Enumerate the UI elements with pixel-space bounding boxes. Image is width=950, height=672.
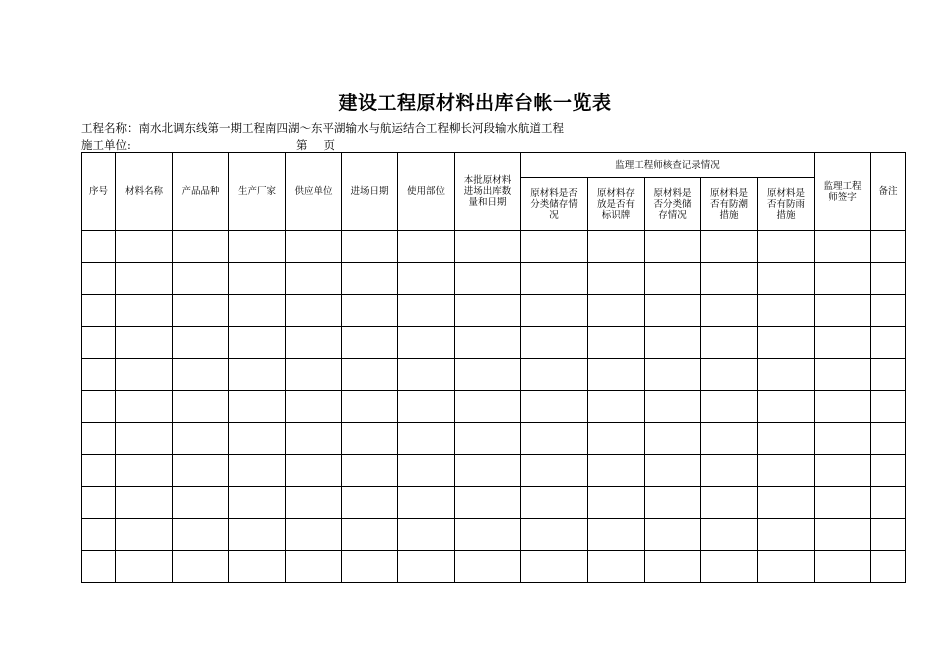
page-label-ye: 页 [323,138,335,152]
col-header-check-classified-storage [521,178,588,231]
table-cell [455,359,521,391]
page-label-di: 第 [296,138,308,152]
table-cell [342,455,398,487]
table-cell [286,423,342,455]
table-cell [455,551,521,583]
table-cell [871,263,906,295]
table-cell [173,263,229,295]
project-name-line: 工程名称：南水北调东线第一期工程南四湖～东平湖输水与航运结合工程柳长河段输水航道工程 [81,121,564,135]
table-cell [173,231,229,263]
col-header-seq: 序号 [82,153,116,231]
table-cell [173,327,229,359]
table-cell [398,391,455,423]
table-cell [758,263,815,295]
table-cell [701,327,758,359]
table-cell [116,487,173,519]
col-header-check-moisture-proof-text: 原材料是否有防潮措施 [709,187,748,221]
table-cell [871,359,906,391]
table-cell [588,391,645,423]
table-cell [521,295,588,327]
table-cell [645,391,701,423]
table-cell [588,263,645,295]
table-cell [173,455,229,487]
table-cell [645,359,701,391]
table-cell [645,295,701,327]
col-header-check-classified-storage-text: 原材料是否分类储存情况 [530,187,578,221]
table-cell [521,551,588,583]
table-header-row-1 [82,153,906,178]
table-cell [871,455,906,487]
table-cell [701,551,758,583]
table-cell [758,455,815,487]
table-cell [398,487,455,519]
table-cell [455,423,521,455]
table-cell [286,263,342,295]
table-cell [116,327,173,359]
table-cell [398,423,455,455]
table-cell [758,327,815,359]
table-row [82,519,906,551]
table-cell [521,423,588,455]
table-cell [173,519,229,551]
table-cell [588,359,645,391]
table-cell [701,359,758,391]
col-header-supervisor-signature [815,153,871,231]
table-cell [116,231,173,263]
table-cell [286,231,342,263]
col-header-entry-date: 进场日期 [342,153,398,231]
material-ledger-table [81,152,906,583]
table-cell [871,327,906,359]
table-cell [342,263,398,295]
table-cell [342,423,398,455]
table-cell [815,487,871,519]
table-cell [455,519,521,551]
table-cell [455,231,521,263]
table-cell [398,327,455,359]
table-cell [701,423,758,455]
table-cell [645,551,701,583]
table-cell [588,295,645,327]
table-cell [82,423,116,455]
table-row [82,487,906,519]
col-header-manufacturer: 生产厂家 [229,153,286,231]
table-row [82,551,906,583]
table-cell [82,455,116,487]
table-cell [173,487,229,519]
table-cell [645,519,701,551]
table-cell [455,391,521,423]
table-cell [116,263,173,295]
table-cell [342,519,398,551]
table-cell [871,295,906,327]
table-cell [758,295,815,327]
table-cell [701,231,758,263]
table-row [82,231,906,263]
table-cell [286,551,342,583]
table-cell [286,487,342,519]
table-cell [82,327,116,359]
table-cell [815,423,871,455]
table-cell [588,487,645,519]
table-cell [116,391,173,423]
table-cell [645,327,701,359]
table-cell [229,455,286,487]
table-cell [229,359,286,391]
table-cell [82,359,116,391]
table-cell [758,551,815,583]
table-cell [229,295,286,327]
table-cell [398,551,455,583]
col-header-check-sign-board [588,178,645,231]
table-cell [342,295,398,327]
table-cell [588,551,645,583]
col-header-check-moisture-proof [701,178,758,231]
table-cell [758,231,815,263]
table-cell [701,487,758,519]
table-cell [455,455,521,487]
table-cell [701,295,758,327]
table-cell [645,231,701,263]
table-cell [398,231,455,263]
table-cell [173,391,229,423]
document-title: 建设工程原材料出库台帐一览表 [338,92,612,114]
table-cell [815,551,871,583]
table-cell [588,519,645,551]
table-row [82,327,906,359]
table-cell [815,231,871,263]
table-cell [342,487,398,519]
table-cell [229,551,286,583]
table-cell [82,391,116,423]
table-cell [701,455,758,487]
table-row [82,391,906,423]
col-header-remarks: 备注 [871,153,906,231]
col-header-product-variety: 产品品种 [173,153,229,231]
table-cell [588,423,645,455]
table-cell [758,519,815,551]
table-cell [758,359,815,391]
table-cell [521,519,588,551]
table-cell [342,231,398,263]
table-cell [82,231,116,263]
table-cell [521,263,588,295]
table-cell [758,391,815,423]
table-cell [286,359,342,391]
table-cell [758,423,815,455]
col-header-batch-qty-date-text: 本批原材料进场出库数量和日期 [463,175,512,208]
table-cell [398,263,455,295]
table-cell [342,359,398,391]
table-row [82,423,906,455]
table-cell [342,327,398,359]
col-header-supplier: 供应单位 [286,153,342,231]
table-cell [398,519,455,551]
table-cell [398,295,455,327]
table-cell [398,359,455,391]
table-row [82,359,906,391]
col-header-usage-location: 使用部位 [398,153,455,231]
col-header-material-name: 材料名称 [116,153,173,231]
col-header-check-rain-proof [758,178,815,231]
construction-unit-label: 施工单位: [81,138,131,152]
table-cell [871,231,906,263]
table-cell [82,295,116,327]
table-cell [815,519,871,551]
table-row [82,263,906,295]
table-cell [229,519,286,551]
table-cell [815,359,871,391]
table-cell [116,359,173,391]
col-header-check-classified-storage-2 [645,178,701,231]
table-cell [521,487,588,519]
table-cell [116,519,173,551]
table-cell [455,295,521,327]
table-cell [342,551,398,583]
table-cell [286,295,342,327]
table-cell [173,359,229,391]
table-cell [871,551,906,583]
table-cell [173,551,229,583]
table-cell [342,391,398,423]
table-cell [758,487,815,519]
table-cell [521,391,588,423]
table-cell [82,263,116,295]
table-cell [815,295,871,327]
table-cell [701,519,758,551]
table-cell [398,455,455,487]
table-cell [815,455,871,487]
table-cell [229,423,286,455]
table-cell [521,455,588,487]
table-cell [229,263,286,295]
table-cell [229,391,286,423]
table-cell [82,487,116,519]
table-cell [173,295,229,327]
table-cell [229,231,286,263]
table-cell [588,327,645,359]
table-cell [116,295,173,327]
col-header-supervisor-group: 监理工程师核查记录情况 [521,153,815,178]
table-cell [521,327,588,359]
table-cell [286,327,342,359]
table-cell [701,391,758,423]
table-cell [521,231,588,263]
table-cell [286,455,342,487]
table-cell [645,487,701,519]
col-header-check-rain-proof-text: 原材料是否有防雨措施 [767,187,806,221]
col-header-check-classified-storage-2-text: 原材料是否分类储存情况 [653,187,692,221]
table-row [82,455,906,487]
table-cell [116,551,173,583]
table-cell [116,423,173,455]
table-cell [229,487,286,519]
table-cell [645,455,701,487]
table-cell [815,327,871,359]
table-cell [871,423,906,455]
table-cell [82,519,116,551]
table-cell [645,423,701,455]
table-cell [701,263,758,295]
table-cell [116,455,173,487]
table-cell [588,455,645,487]
table-cell [455,327,521,359]
table-cell [871,487,906,519]
col-header-supervisor-signature-text: 监理工程师签字 [823,180,862,203]
table-cell [815,391,871,423]
table-cell [815,263,871,295]
table-cell [286,519,342,551]
table-cell [173,423,229,455]
col-header-batch-qty-date [455,153,521,231]
col-header-check-sign-board-text: 原材料存放是否有标识牌 [596,187,635,221]
table-cell [521,359,588,391]
table-cell [871,391,906,423]
table-cell [82,551,116,583]
table-cell [455,487,521,519]
table-cell [286,391,342,423]
table-cell [229,327,286,359]
table-body [82,231,906,583]
page-number-line [296,137,335,153]
table-cell [871,519,906,551]
table-cell [455,263,521,295]
table-row [82,295,906,327]
table-cell [588,231,645,263]
table-cell [645,263,701,295]
